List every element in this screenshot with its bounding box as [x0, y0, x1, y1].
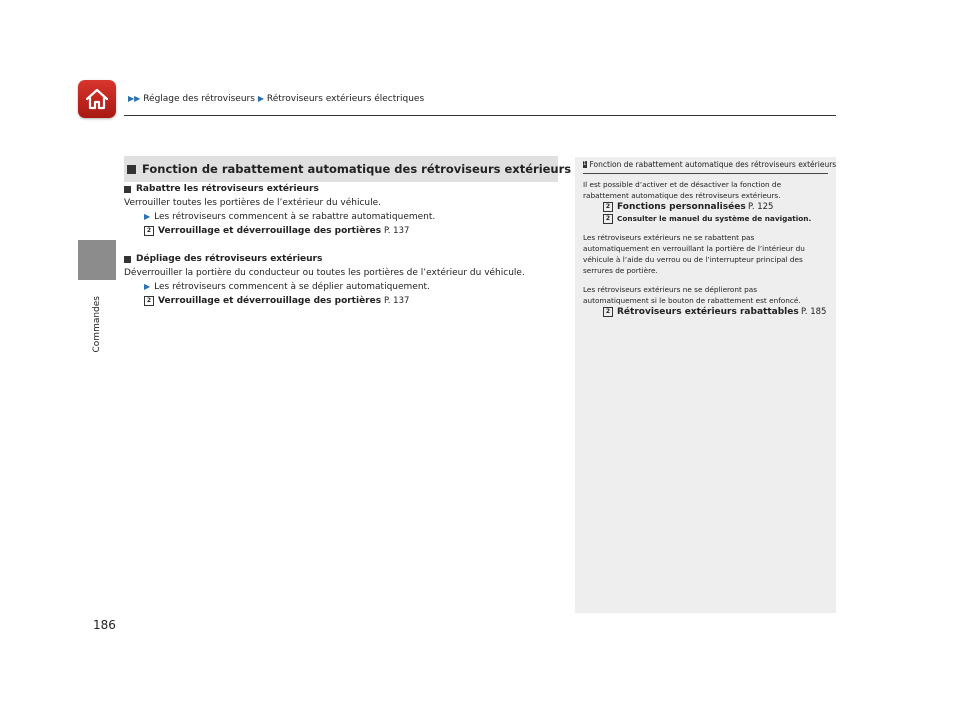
result-arrow-icon: ▶ [144, 282, 151, 291]
cross-reference-icon: 2 [144, 296, 154, 306]
fold-heading-text: Rabattre les rétroviseurs extérieurs [136, 184, 319, 194]
breadcrumb-item-power-mirrors[interactable]: Rétroviseurs extérieurs électriques [266, 94, 425, 104]
fold-step: Verrouiller toutes les portières de l’extérieur du véhicule. [124, 198, 382, 208]
breadcrumb-item-mirror-adjust[interactable]: Réglage des rétroviseurs [143, 94, 255, 104]
page-number: 186 [93, 618, 116, 632]
breadcrumb-arrow-icon: ▶ [257, 94, 264, 103]
cross-reference-icon: 2 [603, 202, 613, 212]
note-body [583, 179, 828, 318]
heading-square-icon [124, 186, 131, 193]
chapter-label: Commandes [92, 296, 102, 353]
note-xref-custom-label[interactable]: Fonctions personnalisées [617, 202, 746, 212]
cross-reference-icon: 2 [603, 214, 613, 224]
unfold-result [124, 280, 525, 294]
fold-xref-label[interactable]: Verrouillage et déverrouillage des portières [158, 226, 382, 236]
note-text-line: serrures de portière. [583, 266, 658, 275]
note-text-line: Les rétroviseurs extérieurs ne se rabattent pas [583, 233, 755, 242]
note-text-line: rabattement automatique des rétroviseurs extérieurs. [583, 191, 781, 200]
unfold-xref-page[interactable]: P. 137 [383, 296, 410, 306]
fold-result-text: Les rétroviseurs commencent à se rabattre automatiquement. [154, 212, 436, 222]
unfold-heading [124, 252, 525, 266]
cross-reference-icon: 2 [603, 307, 613, 317]
note-heading [583, 157, 837, 174]
note-xref-folding[interactable] [583, 306, 828, 318]
note-text-line: automatiquement en verrouillant la portière de l’intérieur du [583, 244, 805, 253]
note-xref-custom[interactable] [583, 201, 828, 213]
note-xref-folding-label[interactable]: Rétroviseurs extérieurs rabattables [617, 307, 799, 317]
note-xref-nav-label[interactable]: Consulter le manuel du système de navigation. [617, 214, 812, 223]
section-header [124, 156, 572, 182]
breadcrumb [128, 94, 424, 104]
section-title: Fonction de rabattement automatique des rétroviseurs extérieurs [142, 162, 572, 176]
note-xref-custom-page[interactable]: P. 125 [748, 202, 774, 212]
heading-square-icon [124, 256, 131, 263]
note-text-line: automatiquement si le bouton de rabattement est enfoncé. [583, 296, 801, 305]
fold-xref-page[interactable]: P. 137 [383, 226, 410, 236]
home-button[interactable] [78, 80, 116, 118]
unfold-result-text: Les rétroviseurs commencent à se déplier automatiquement. [154, 282, 430, 292]
unfold-heading-text: Dépliage des rétroviseurs extérieurs [136, 254, 323, 264]
fold-result [124, 210, 435, 224]
note-number-icon: 1 [583, 161, 587, 167]
unfold-xref[interactable] [124, 294, 525, 308]
note-text-line: véhicule à l’aide du verrou ou de l’interrupteur principal des [583, 255, 803, 264]
breadcrumb-arrow-icon: ▶▶ [128, 94, 141, 103]
unfold-block [124, 252, 525, 308]
note-text-line: Il est possible d’activer et de désactiver la fonction de [583, 180, 782, 189]
unfold-xref-label[interactable]: Verrouillage et déverrouillage des portières [158, 296, 382, 306]
note-xref-nav[interactable] [583, 213, 828, 224]
cross-reference-icon: 2 [144, 226, 154, 236]
fold-xref[interactable] [124, 224, 435, 238]
section-square-icon [127, 165, 136, 174]
unfold-step: Déverrouiller la portière du conducteur ou toutes les portières de l’extérieur du véhicule. [124, 268, 525, 278]
note-xref-folding-page[interactable]: P. 185 [801, 307, 827, 317]
fold-heading [124, 182, 435, 196]
result-arrow-icon: ▶ [144, 212, 151, 221]
note-text-line: Les rétroviseurs extérieurs ne se déplieront pas [583, 285, 758, 294]
chapter-tab[interactable] [78, 240, 116, 280]
fold-block [124, 182, 435, 238]
side-note [575, 157, 836, 613]
header-divider [124, 115, 836, 116]
home-icon [84, 87, 110, 111]
note-heading-text: Fonction de rabattement automatique des rétroviseurs extérieurs [589, 160, 837, 169]
